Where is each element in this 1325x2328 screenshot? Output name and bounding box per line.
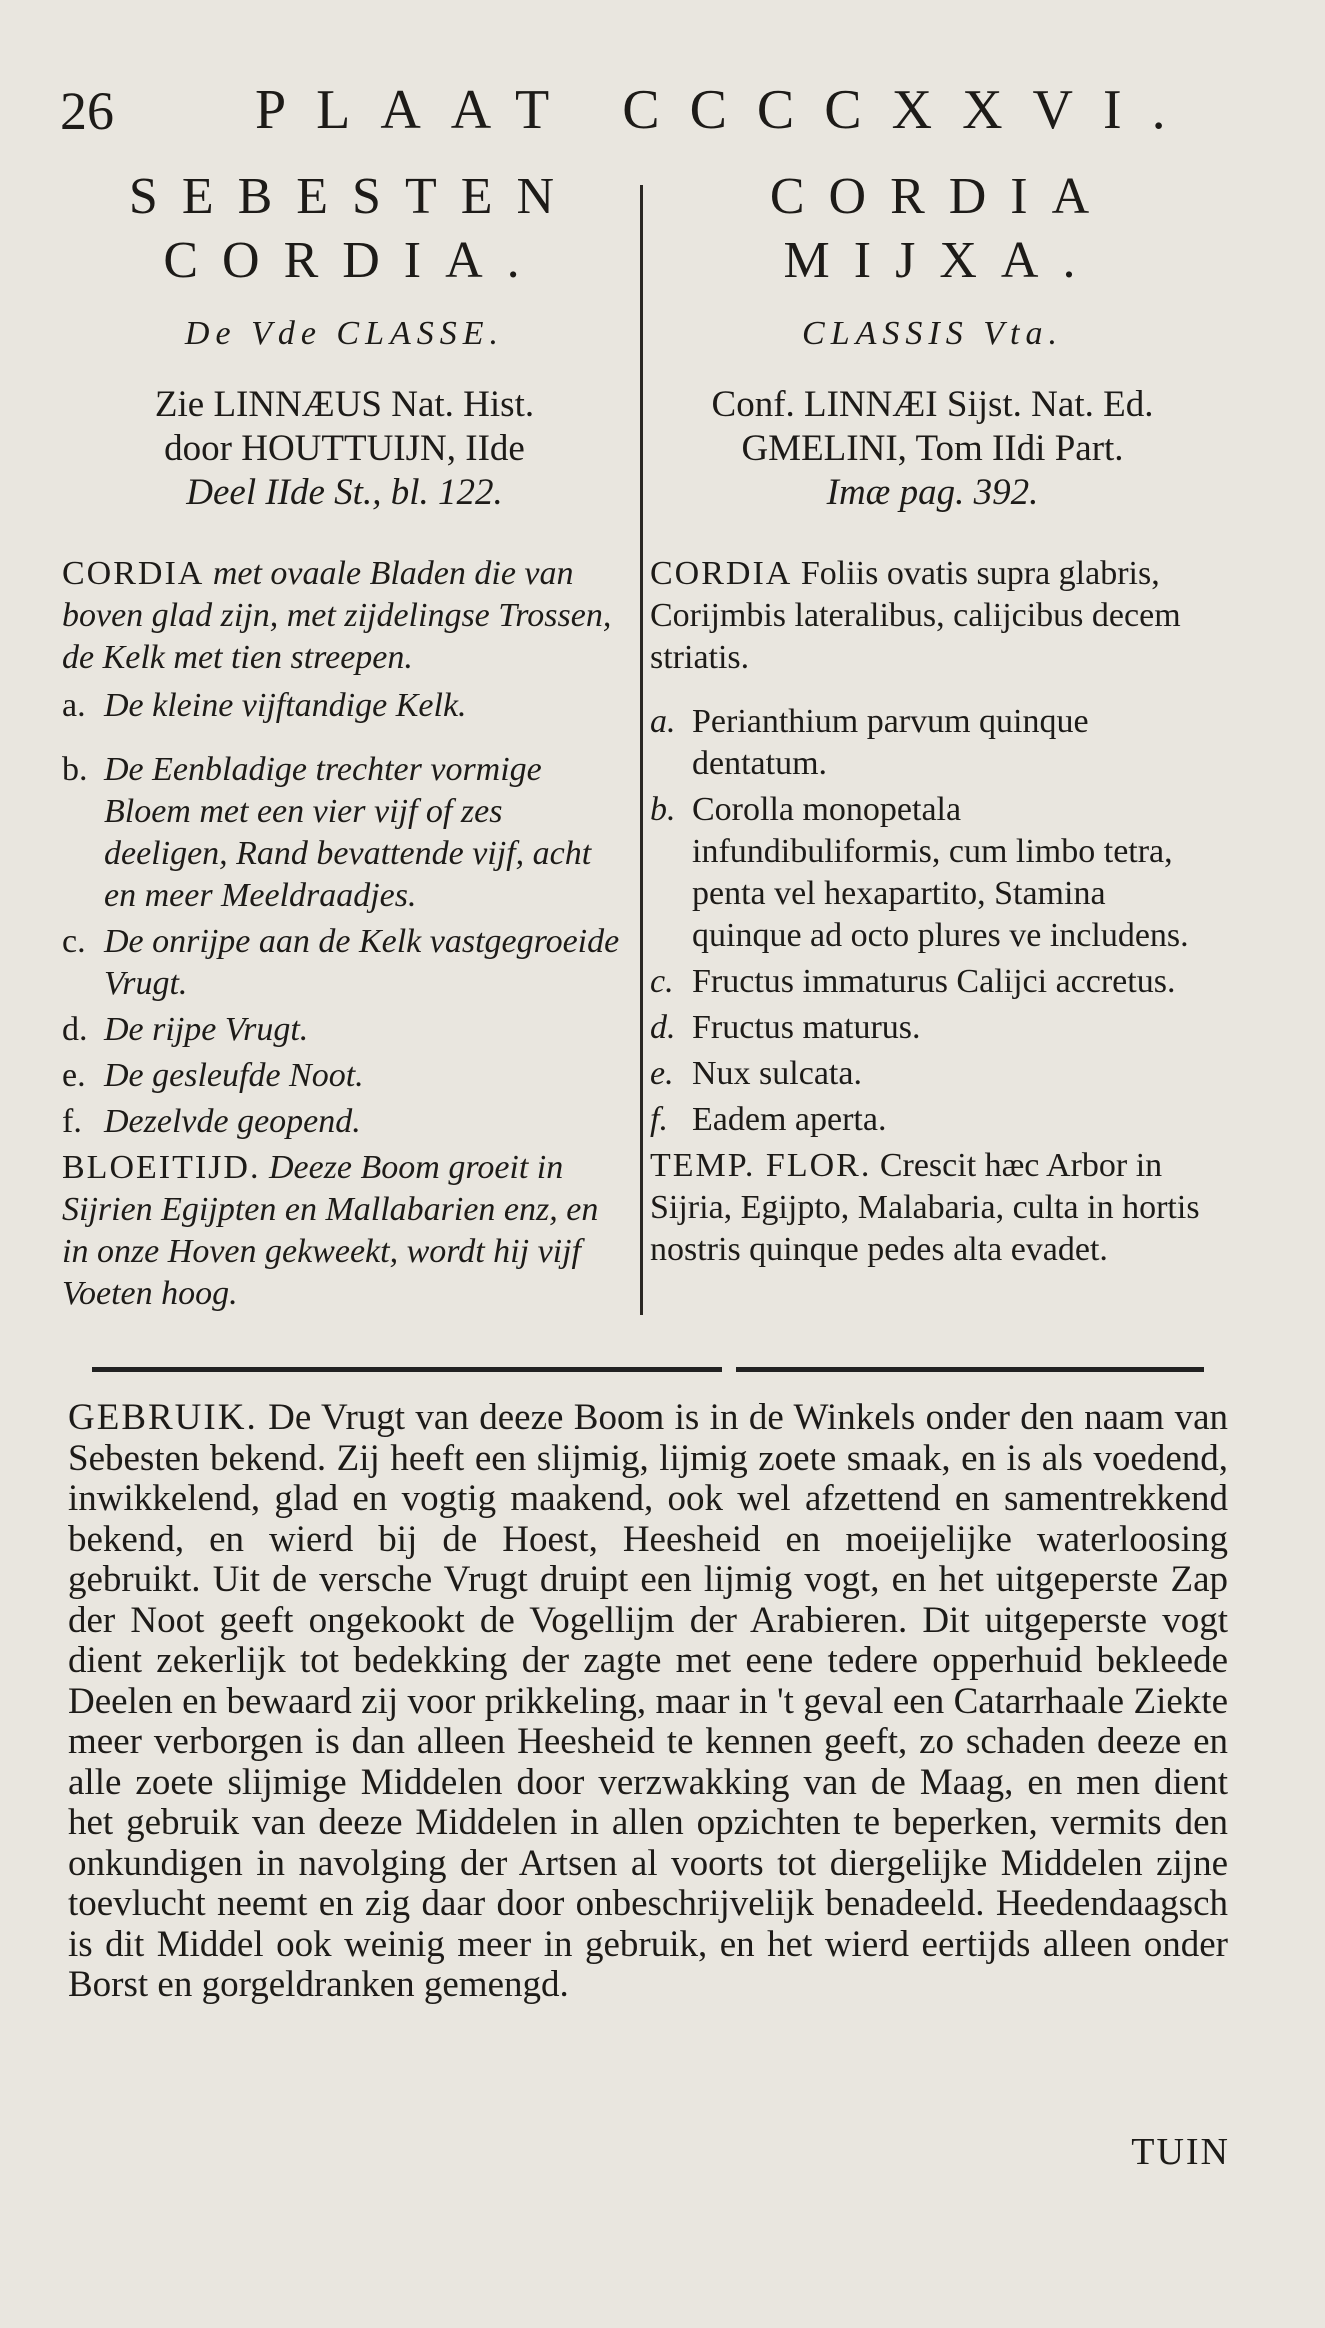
list-item: [650, 789, 1215, 957]
item-letter: a.: [650, 703, 676, 740]
item-text: De gesleufde Noot.: [104, 1057, 364, 1094]
latin-ref-line: Imæ pag. 392.: [826, 472, 1039, 513]
dutch-desc-lead: CORDIA: [62, 555, 205, 592]
item-letter: d.: [650, 1009, 676, 1046]
list-item: [650, 1053, 1215, 1095]
latin-reference: [650, 383, 1215, 515]
dutch-flower-text: Deeze Boom groeit in Sijrien Egijpten en Mallabarien enz, en in onze Hoven gekweekt, wordt hij vijf Voeten hoog.: [62, 1149, 599, 1312]
usage-paragraph: [68, 1398, 1228, 2006]
item-letter: b.: [650, 791, 676, 828]
item-letter: f.: [62, 1103, 82, 1140]
item-letter: a.: [62, 687, 86, 724]
list-item: [650, 701, 1215, 785]
latin-column: [650, 165, 1215, 1271]
dutch-desc-text: met ovaale Bladen die van boven glad zijn, met zijdelingse Trossen, de Kelk met tien streepen.: [62, 555, 612, 676]
catchword: TUIN: [1131, 2131, 1230, 2173]
item-text: Eadem aperta.: [692, 1101, 887, 1138]
latin-classe: CLASSIS Vta.: [802, 315, 1063, 352]
latin-title-line1: CORDIA: [769, 168, 1114, 225]
section-rule-right: [736, 1367, 1204, 1372]
dutch-flower-lead: BLOEITIJD.: [62, 1149, 261, 1186]
page-number: 26: [60, 81, 114, 141]
list-item: [650, 961, 1215, 1003]
running-title: PLAAT CCCCXXVI.: [255, 79, 1196, 141]
usage-text: De Vrugt van deeze Boom is in de Winkels onder den naam van Sebesten bekend. Zij heeft een slijmig, lijmig zoete smaak, en is als voedend, inwikkelend, glad en vogtig maakend, ook wel afzettend en samentrekkend bekend, en wierd bij de Hoest, Heesheid en moeijelijke waterloosing gebruikt. Uit de versche Vrugt druipt een lijmig vogt, en het uitgeperste Zap der Noot geeft ongekookt de Vogellijm der Arabieren. Dit uitgeperste vogt dient zekerlijk tot bedekking der zagte met eene tedere opperhuid bekleede Deelen en bewaard zij voor prikkeling, maar in 't geval een Catarrhaale Ziekte meer verborgen is dan alleen Heesheid te kennen geeft, zo schaden deeze en alle zoete slijmige Middelen door verzwakking van de Maag, en men dient het gebruik van deeze Middelen in allen opzichten te beperken, vermits den onkundigen in navolging der Artsen al voorts tot diergelijke Middelen zijne toevlucht neemt en zig daar door onbeschrijvelijk benadeeld. Heedendaagsch is dit Middel ook weinig meer in gebruik, en het wierd eertijds alleen onder Borst en gorgeldranken gemengd.: [68, 1397, 1229, 2005]
item-text: De rijpe Vrugt.: [104, 1011, 309, 1048]
item-letter: e.: [650, 1055, 674, 1092]
dutch-description: [62, 553, 627, 679]
section-rule-left: [92, 1367, 722, 1372]
latin-flower-lead: TEMP. FLOR.: [650, 1147, 872, 1184]
usage-lead: GEBRUIK.: [68, 1397, 258, 1438]
latin-title-line2: MIJXA.: [783, 232, 1100, 289]
dutch-ref-line: door HOUTTUIJN, IIde: [164, 428, 525, 469]
dutch-column: [62, 165, 627, 1315]
list-item: [62, 921, 627, 1005]
latin-ref-line: GMELINI, Tom IIdi Part.: [741, 428, 1124, 469]
item-letter: d.: [62, 1011, 88, 1048]
page-header: [60, 80, 1240, 150]
dutch-ref-line: Zie LINNÆUS Nat. Hist.: [154, 384, 535, 425]
item-text: Dezelvde geopend.: [104, 1103, 361, 1140]
latin-flower-text: Crescit hæc Arbor in Sijria, Egijpto, Malabaria, culta in hortis nostris quinque pedes alta evadet.: [650, 1147, 1200, 1268]
item-text: Fructus immaturus Calijci accretus.: [692, 963, 1176, 1000]
item-letter: c.: [62, 923, 86, 960]
item-text: De kleine vijftandige Kelk.: [104, 687, 467, 724]
column-divider: [640, 185, 643, 1315]
latin-figure-list: [650, 701, 1215, 1141]
item-letter: e.: [62, 1057, 86, 1094]
dutch-reference: [62, 383, 627, 515]
list-item: [650, 1007, 1215, 1049]
item-letter: f.: [650, 1101, 668, 1138]
item-letter: c.: [650, 963, 674, 1000]
dutch-title-line1: SEBESTEN: [128, 168, 579, 225]
item-text: Fructus maturus.: [692, 1009, 921, 1046]
item-text: De Eenbladige trechter vormige Bloem met een vier vijf of zes deeligen, Rand bevattende vijf, acht en meer Meeldraadjes.: [104, 751, 592, 914]
dutch-title-line2: CORDIA.: [163, 232, 544, 289]
dutch-flowering: [62, 1147, 627, 1315]
list-item: [62, 1055, 627, 1097]
latin-desc-text: Foliis ovatis supra glabris, Corijmbis lateralibus, calijcibus decem striatis.: [650, 555, 1181, 676]
dutch-classe: De Vde CLASSE.: [184, 315, 505, 352]
list-item: [650, 1099, 1215, 1141]
item-text: Nux sulcata.: [692, 1055, 862, 1092]
list-item: [62, 1009, 627, 1051]
latin-description: [650, 553, 1215, 679]
dutch-figure-list: [62, 685, 627, 1143]
latin-desc-lead: CORDIA: [650, 555, 793, 592]
list-item: [62, 749, 627, 917]
item-text: Perianthium parvum quinque dentatum.: [692, 703, 1089, 782]
item-letter: b.: [62, 751, 88, 788]
item-text: De onrijpe aan de Kelk vastgegroeide Vrugt.: [104, 923, 620, 1002]
list-item: [62, 1101, 627, 1143]
latin-flowering: [650, 1145, 1215, 1271]
latin-ref-line: Conf. LINNÆI Sijst. Nat. Ed.: [711, 384, 1154, 425]
list-item: [62, 685, 627, 727]
dutch-ref-line: Deel IIde St., bl. 122.: [186, 472, 503, 513]
item-text: Corolla monopetala infundibuliformis, cum limbo tetra, penta vel hexapartito, Stamina quinque ad octo plures ve includens.: [692, 791, 1189, 954]
